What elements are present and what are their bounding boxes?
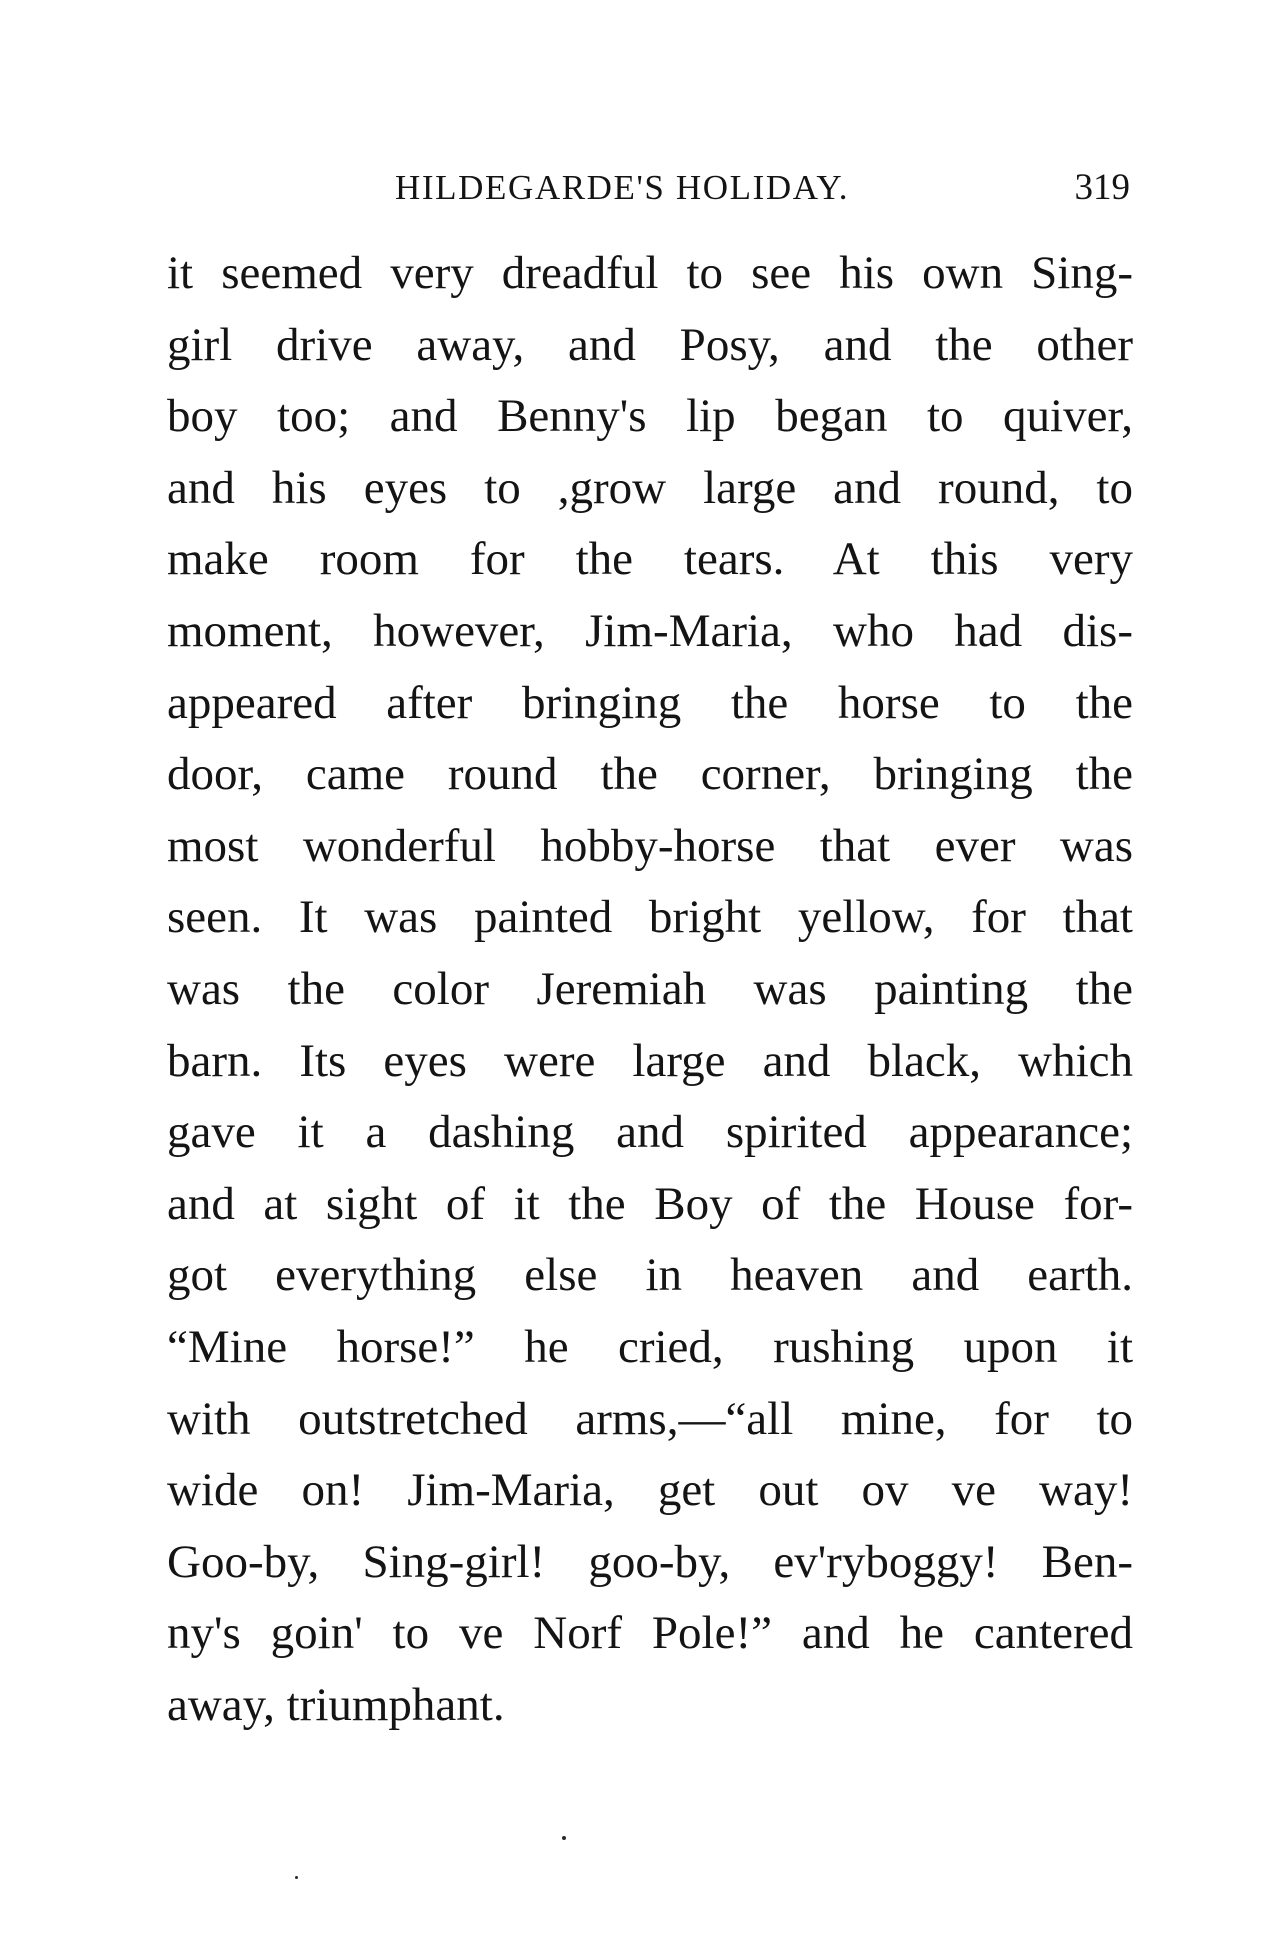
text-line: and his eyes to ,grow large and round, to	[167, 461, 1133, 514]
text-line: ny's goin' to ve Norf Pole!” and he cantered	[167, 1607, 1133, 1660]
text-line: barn. Its eyes were large and black, which	[167, 1034, 1133, 1087]
text-line: door, came round the corner, bringing the	[167, 748, 1133, 801]
running-title: HILDEGARDE'S HOLIDAY.	[395, 168, 850, 207]
text-line: wide on! Jim-Maria, get out ov ve way!	[167, 1464, 1133, 1517]
text-line: make room for the tears. At this very	[167, 533, 1133, 586]
text-line: moment, however, Jim-Maria, who had dis-	[167, 604, 1133, 657]
running-header	[395, 164, 1130, 212]
text-line: most wonderful hobby-horse that ever was	[167, 819, 1133, 872]
text-line: appeared after bringing the horse to the	[167, 676, 1133, 729]
text-line: seen. It was painted bright yellow, for that	[167, 891, 1133, 944]
text-line: gave it a dashing and spirited appearance;	[167, 1106, 1133, 1159]
body-text	[167, 238, 1133, 1741]
text-line: “Mine horse!” he cried, rushing upon it	[167, 1320, 1133, 1373]
text-line: Goo-by, Sing-girl! goo-by, ev'ryboggy! Ben-	[167, 1535, 1133, 1588]
text-line: got everything else in heaven and earth.	[167, 1249, 1133, 1302]
text-line: away, triumphant.	[167, 1678, 505, 1731]
print-speck	[562, 1836, 566, 1840]
print-speck	[295, 1876, 298, 1879]
text-line: it seemed very dreadful to see his own Sing-	[167, 247, 1133, 299]
page-number: 319	[1074, 167, 1130, 208]
text-line: girl drive away, and Posy, and the other	[167, 318, 1133, 371]
text-line: and at sight of it the Boy of the House for-	[167, 1177, 1133, 1230]
text-line: boy too; and Benny's lip began to quiver,	[167, 390, 1133, 443]
text-line: with outstretched arms,—“all mine, for to	[167, 1392, 1133, 1445]
text-line: was the color Jeremiah was painting the	[167, 962, 1133, 1015]
